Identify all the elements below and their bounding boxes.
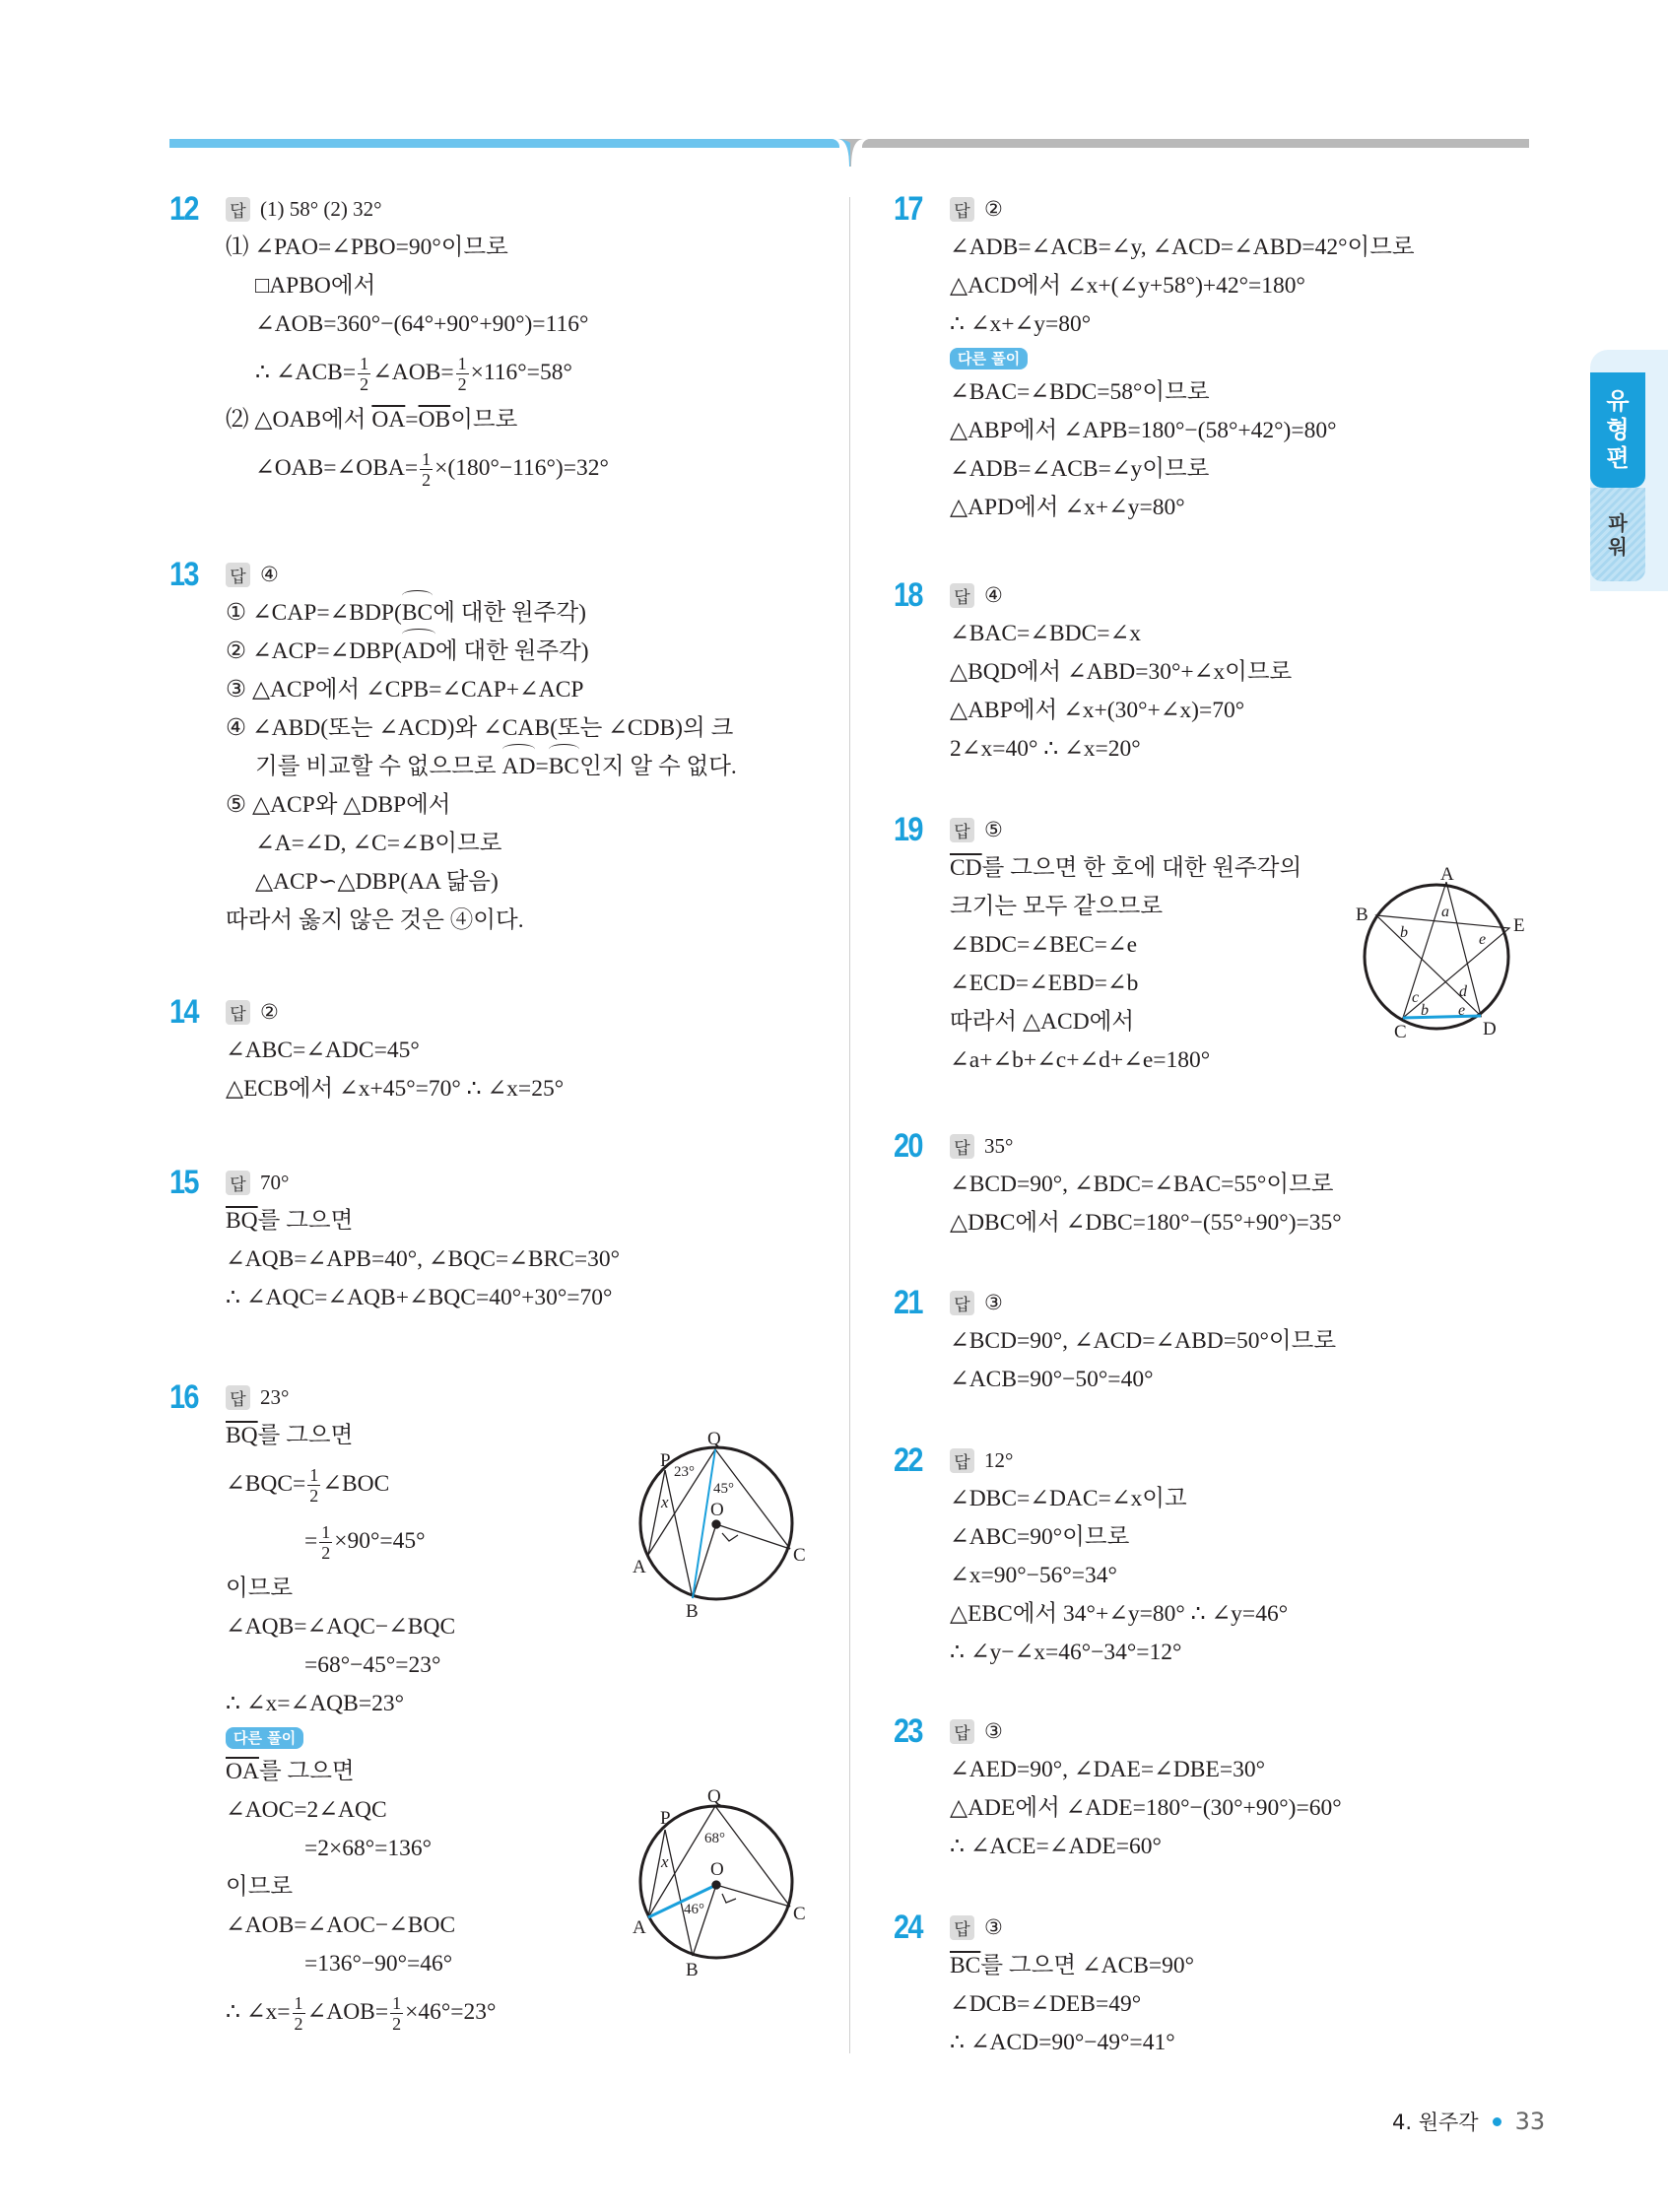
problem-header <box>894 1126 1524 1166</box>
text-segment: ∠BOC <box>322 1471 390 1497</box>
text-segment: △ABP에서 ∠x+(30°+∠x)=70° <box>950 698 1245 723</box>
segment-notation: $\overline{OB}$ <box>418 407 451 433</box>
label-c: C <box>793 1904 806 1924</box>
side-tab-inactive[interactable] <box>1590 488 1645 581</box>
angle-label: b <box>1421 1002 1429 1019</box>
answer-value: (1) 58° (2) 32° <box>260 196 382 221</box>
solution-line <box>894 1557 1524 1595</box>
answer-value: 35° <box>984 1133 1014 1158</box>
angle-label: d <box>1459 983 1467 1000</box>
header-bar-right <box>862 139 1529 148</box>
solution-line <box>894 373 1524 412</box>
text-segment: ∠OAB=∠OBA= <box>255 455 419 481</box>
text-segment: ∠AQB=∠APB=40°, ∠BQC=∠BRC=30° <box>226 1246 620 1272</box>
text-segment: ×46°=23° <box>405 1999 497 2025</box>
solution-line <box>894 267 1524 305</box>
arc-notation: AD <box>402 633 435 671</box>
solution-line <box>894 2024 1524 2062</box>
label-a: A <box>633 1917 646 1938</box>
solution-line <box>169 1685 800 1723</box>
problem-number: 21 <box>894 1283 922 1321</box>
answer-value: 23° <box>260 1384 290 1409</box>
text-segment: △BQD에서 ∠ABD=30°+∠x이므로 <box>950 659 1293 685</box>
segment-notation: $\overline{BC}$ <box>950 1953 981 1978</box>
solution-line <box>894 1595 1524 1634</box>
text-segment: □APBO에서 <box>255 273 376 299</box>
solution-line <box>894 888 1524 926</box>
text-segment: 크기는 모두 같으므로 <box>950 894 1164 919</box>
problem-header <box>894 1441 1524 1480</box>
problem-13 <box>169 555 800 940</box>
text-segment: ×90°=45° <box>334 1528 426 1554</box>
problem-20 <box>894 1126 1524 1242</box>
angle-label: e <box>1458 1002 1466 1019</box>
text-segment: ∠A=∠D, ∠C=∠B이므로 <box>255 831 502 856</box>
text-segment: ⑴ ∠PAO=∠PBO=90°이므로 <box>226 235 508 260</box>
answer-value: ③ <box>984 1914 1003 1939</box>
chapter-title: 4. 원주각 <box>1392 2111 1479 2134</box>
problem-header <box>169 1163 800 1202</box>
solution-line <box>169 902 800 940</box>
solution-line <box>894 965 1524 1003</box>
text-segment: ∴ ∠AQC=∠AQB+∠BQC=40°+30°=70° <box>226 1285 613 1310</box>
segment-notation: $\overline{OA}$ <box>371 407 406 433</box>
text-segment: 기를 비교할 수 없으므로 <box>255 754 502 779</box>
text-segment: ∴ ∠ACD=90°−49°=41° <box>950 2030 1175 2055</box>
text-segment: ∠BCD=90°, ∠BDC=∠BAC=55°이므로 <box>950 1172 1334 1197</box>
column-divider <box>849 197 850 2053</box>
solution-line <box>169 1417 800 1455</box>
text-segment: ∠BQC= <box>226 1471 306 1497</box>
label-c: C <box>1394 1022 1407 1042</box>
text-segment: △DBC에서 ∠DBC=180°−(55°+90°)=35° <box>950 1210 1342 1236</box>
text-segment: ② ∠ACP=∠DBP( <box>226 638 402 664</box>
answer-value: ④ <box>984 582 1003 607</box>
problem-19 <box>894 810 1524 1080</box>
label-e: E <box>1513 915 1525 936</box>
problem-14 <box>169 992 800 1108</box>
solution-line <box>169 863 800 902</box>
solution-line <box>169 786 800 825</box>
problem-number: 16 <box>169 1377 198 1416</box>
problem-number: 20 <box>894 1126 922 1165</box>
text-segment: 이므로 <box>450 407 518 433</box>
solution-line <box>894 489 1524 527</box>
side-tab-active-label: 유형편 <box>1606 387 1630 472</box>
answer-value: ② <box>260 999 279 1024</box>
solution-line <box>894 849 1524 888</box>
solution-line <box>894 305 1524 344</box>
text-segment: ∴ ∠x=∠AQB=23° <box>226 1691 404 1716</box>
text-segment: =136°−90°=46° <box>304 1951 453 1977</box>
text-segment: 따라서 옳지 않은 것은 ④이다. <box>226 907 524 933</box>
page-number: 33 <box>1514 2108 1546 2135</box>
solution-line <box>169 594 800 633</box>
alt-solution-row <box>169 1723 800 1753</box>
problem-header <box>894 1711 1524 1751</box>
solution-line <box>894 1166 1524 1204</box>
text-segment: ⑵ △OAB에서 <box>226 407 372 433</box>
text-segment: ∠ECD=∠EBD=∠b <box>950 971 1139 996</box>
problem-12 <box>169 189 800 497</box>
problem-16 <box>169 1377 800 2041</box>
solution-line <box>169 1202 800 1240</box>
angle-label: 23° <box>674 1464 695 1480</box>
solution-line <box>894 1003 1524 1041</box>
side-tab-active[interactable] <box>1590 372 1645 488</box>
text-segment: △EBC에서 34°+∠y=80° ∴ ∠y=46° <box>950 1601 1289 1627</box>
text-segment: = <box>304 1528 318 1554</box>
text-segment: ∠AQB=∠AQC−∠BQC <box>226 1614 456 1640</box>
fraction <box>420 449 433 490</box>
text-segment: ∠ADB=∠ACB=∠y이므로 <box>950 456 1210 482</box>
solution-line <box>169 748 800 786</box>
numerator: 1 <box>321 1522 331 1543</box>
answer-badge: 답 <box>226 197 250 222</box>
label-b: B <box>686 1960 699 1980</box>
solution-line <box>169 1753 800 1791</box>
solution-line <box>169 1570 800 1608</box>
solution-line <box>169 401 800 439</box>
problem-24 <box>894 1908 1524 2062</box>
denominator: 2 <box>360 374 369 395</box>
solution-line <box>169 1791 800 1830</box>
solution-line <box>894 229 1524 267</box>
text-segment: △ADE에서 ∠ADE=180°−(30°+90°)=60° <box>950 1795 1342 1821</box>
text-segment: ∴ ∠ACB= <box>255 360 357 385</box>
text-segment: ∴ ∠ACE=∠ADE=60° <box>950 1834 1162 1859</box>
fraction <box>390 1993 403 2034</box>
text-segment: 에 대한 원주각) <box>433 600 586 626</box>
answer-value: ③ <box>984 1290 1003 1314</box>
text-segment: 이므로 <box>226 1874 294 1900</box>
text-segment: ∠AOB=360°−(64°+90°+90°)=116° <box>255 311 589 337</box>
text-segment: ∴ ∠x+∠y=80° <box>950 311 1092 337</box>
numerator: 1 <box>392 1993 402 2014</box>
bullet-icon <box>1493 2117 1501 2126</box>
solution-line <box>169 1032 800 1070</box>
text-segment: 를 그으면 ∠ACB=90° <box>980 1953 1195 1978</box>
angle-label: x <box>661 1493 669 1511</box>
arc-notation: BC <box>402 594 433 633</box>
solution-line <box>894 1480 1524 1518</box>
solution-line <box>894 1322 1524 1361</box>
solution-line <box>169 1455 800 1512</box>
answer-value: 12° <box>984 1447 1014 1472</box>
text-segment: △ECB에서 ∠x+45°=70° ∴ ∠x=25° <box>226 1076 565 1102</box>
text-segment: ∠BDC=∠BEC=∠e <box>950 932 1138 958</box>
problem-header <box>169 189 800 229</box>
text-segment: 를 그으면 <box>258 1759 355 1784</box>
solution-line <box>169 344 800 401</box>
solution-line <box>169 671 800 709</box>
text-segment: △ABP에서 ∠APB=180°−(58°+42°)=80° <box>950 418 1337 443</box>
answer-badge: 답 <box>226 1171 250 1195</box>
solution-line <box>169 1240 800 1279</box>
numerator: 1 <box>294 1993 303 2014</box>
angle-label: 45° <box>713 1481 734 1497</box>
page-footer <box>1392 2107 1545 2136</box>
solution-line <box>894 1947 1524 1985</box>
label-o: O <box>710 1859 724 1880</box>
solution-line <box>894 1361 1524 1399</box>
text-segment: ∴ ∠y−∠x=46°−34°=12° <box>950 1640 1182 1665</box>
numerator: 1 <box>309 1465 319 1486</box>
solution-line <box>169 267 800 305</box>
label-a: A <box>633 1557 646 1577</box>
problem-number: 22 <box>894 1441 922 1479</box>
segment-notation: $\overline{OA}$ <box>226 1759 259 1784</box>
answer-badge: 답 <box>950 818 974 842</box>
solution-line <box>169 1983 800 2041</box>
solution-line <box>169 825 800 863</box>
label-o: O <box>710 1500 724 1520</box>
solution-line <box>169 1868 800 1907</box>
label-q: Q <box>707 1429 721 1449</box>
solution-line <box>169 229 800 267</box>
solution-line <box>169 709 800 748</box>
answer-badge: 답 <box>226 1385 250 1410</box>
answer-badge: 답 <box>950 1915 974 1940</box>
text-segment: ∠DCB=∠DEB=49° <box>950 1991 1142 2017</box>
solution-line <box>169 1608 800 1646</box>
text-segment: △APD에서 ∠x+∠y=80° <box>950 495 1185 520</box>
problem-21 <box>894 1283 1524 1399</box>
solution-line <box>169 1646 800 1685</box>
text-segment: ∠AOB= <box>372 360 454 385</box>
problem-15 <box>169 1163 800 1317</box>
text-segment: = <box>405 407 419 433</box>
text-segment: 인지 알 수 없다. <box>579 754 737 779</box>
numerator: 1 <box>457 354 467 374</box>
problem-header <box>169 992 800 1032</box>
solution-line <box>169 439 800 497</box>
solution-line <box>894 730 1524 769</box>
text-segment: ∠BCD=90°, ∠ACD=∠ABD=50°이므로 <box>950 1328 1337 1354</box>
denominator: 2 <box>392 2014 402 2035</box>
problem-header <box>169 555 800 594</box>
solution-line <box>894 1634 1524 1672</box>
angle-label: a <box>1441 904 1449 920</box>
solution-line <box>894 412 1524 450</box>
problem-header <box>894 1283 1524 1322</box>
label-q: Q <box>707 1786 721 1807</box>
text-segment: ∠ACB=90°−50°=40° <box>950 1367 1154 1392</box>
segment-notation: $\overline{CD}$ <box>950 855 982 881</box>
label-p: P <box>660 1808 671 1829</box>
text-segment: ∠AOC=2∠AQC <box>226 1797 387 1823</box>
solution-line <box>894 1985 1524 2024</box>
solution-line <box>894 450 1524 489</box>
text-segment: =2×68°=136° <box>304 1836 433 1861</box>
problem-17 <box>894 189 1524 527</box>
problem-number: 18 <box>894 575 922 614</box>
problem-header <box>894 1908 1524 1947</box>
text-segment: ∠BAC=∠BDC=∠x <box>950 621 1141 646</box>
answer-value: 70° <box>260 1170 290 1194</box>
angle-label: e <box>1479 931 1487 948</box>
answer-badge: 답 <box>950 197 974 222</box>
angle-label: c <box>1412 989 1420 1006</box>
text-segment: ④ ∠ABD(또는 ∠ACD)와 ∠CAB(또는 ∠CDB)의 크 <box>226 715 734 741</box>
text-segment: ×116°=58° <box>470 360 572 385</box>
label-c: C <box>793 1545 806 1566</box>
solution-line <box>894 1751 1524 1789</box>
answer-value: ④ <box>260 562 279 586</box>
problem-number: 13 <box>169 555 198 593</box>
numerator: 1 <box>360 354 369 374</box>
solution-line <box>894 1518 1524 1557</box>
fraction <box>319 1522 332 1563</box>
answer-badge: 답 <box>226 563 250 587</box>
problem-number: 15 <box>169 1163 198 1201</box>
header-notch <box>833 139 872 168</box>
segment-notation: $\overline{BQ}$ <box>226 1423 258 1448</box>
text-segment: ∠a+∠b+∠c+∠d+∠e=180° <box>950 1047 1211 1073</box>
text-segment: 2∠x=40° ∴ ∠x=20° <box>950 736 1141 762</box>
solution-line <box>894 692 1524 730</box>
answer-badge: 답 <box>950 583 974 608</box>
solution-line <box>169 1830 800 1868</box>
label-d: D <box>1483 1019 1497 1039</box>
angle-label: 46° <box>684 1902 704 1917</box>
answer-value: ③ <box>984 1718 1003 1743</box>
problem-number: 12 <box>169 189 198 228</box>
text-segment: ① ∠CAP=∠BDP( <box>226 600 402 626</box>
solution-line <box>169 633 800 671</box>
text-segment: =68°−45°=23° <box>304 1652 441 1678</box>
solution-line <box>894 1828 1524 1866</box>
fraction <box>358 354 370 394</box>
text-segment: 에 대한 원주각) <box>434 638 589 664</box>
problem-number: 17 <box>894 189 922 228</box>
text-segment: ∠AED=90°, ∠DAE=∠DBE=30° <box>950 1757 1265 1782</box>
solution-line <box>169 305 800 344</box>
angle-label: 68° <box>704 1831 725 1846</box>
denominator: 2 <box>294 2014 303 2035</box>
problem-23 <box>894 1711 1524 1866</box>
text-segment: ×(180°−116°)=32° <box>434 455 609 481</box>
solution-line <box>169 1279 800 1317</box>
label-p: P <box>660 1450 671 1471</box>
text-segment: ∠AOB=∠AOC−∠BOC <box>226 1912 456 1938</box>
problem-number: 24 <box>894 1908 922 1946</box>
label-b: B <box>686 1601 699 1622</box>
denominator: 2 <box>321 1543 331 1564</box>
solution-line <box>894 615 1524 653</box>
text-segment: = <box>535 754 549 779</box>
answer-badge: 답 <box>950 1448 974 1473</box>
solution-line <box>894 1041 1524 1080</box>
text-segment: △ACD에서 ∠x+(∠y+58°)+42°=180° <box>950 273 1305 299</box>
label-b: B <box>1356 905 1368 925</box>
angle-label: x <box>661 1852 669 1871</box>
problem-header <box>169 1377 800 1417</box>
angle-label: b <box>1400 924 1408 941</box>
solution-line <box>894 653 1524 692</box>
text-segment: ∠ADB=∠ACB=∠y, ∠ACD=∠ABD=42°이므로 <box>950 235 1415 260</box>
solution-line <box>894 1204 1524 1242</box>
text-segment: ∠BAC=∠BDC=58°이므로 <box>950 379 1210 405</box>
denominator: 2 <box>457 374 467 395</box>
label-a: A <box>1440 864 1454 885</box>
problem-header <box>894 189 1524 229</box>
problem-18 <box>894 575 1524 769</box>
problem-header <box>894 575 1524 615</box>
problem-number: 23 <box>894 1711 922 1750</box>
text-segment: ∠ABC=90°이므로 <box>950 1524 1130 1550</box>
alt-solution-badge: 다른 풀이 <box>950 348 1028 369</box>
text-segment: ∴ ∠x= <box>226 1999 291 2025</box>
text-segment: ∠DBC=∠DAC=∠x이고 <box>950 1486 1187 1511</box>
problem-number: 14 <box>169 992 198 1031</box>
text-segment: ∠ABC=∠ADC=45° <box>226 1038 420 1063</box>
text-segment: △ACP∽△DBP(AA 닮음) <box>255 869 499 895</box>
problem-number: 19 <box>894 810 922 848</box>
text-segment: ∠AOB= <box>306 1999 389 2025</box>
solution-line <box>894 926 1524 965</box>
solution-line <box>169 1907 800 1945</box>
answer-badge: 답 <box>226 1000 250 1025</box>
text-segment: 따라서 △ACD에서 <box>950 1009 1135 1035</box>
answer-value: ② <box>984 196 1003 221</box>
solution-line <box>169 1070 800 1108</box>
text-segment: 를 그으면 <box>257 1208 354 1234</box>
segment-notation: $\overline{BQ}$ <box>226 1208 258 1234</box>
arc-notation: BC <box>549 748 579 786</box>
denominator: 2 <box>422 470 432 491</box>
answer-badge: 답 <box>950 1134 974 1159</box>
text-segment: ③ △ACP에서 ∠CPB=∠CAP+∠ACP <box>226 677 584 703</box>
answer-badge: 답 <box>950 1291 974 1315</box>
alt-solution-row <box>894 344 1524 373</box>
solution-line <box>169 1945 800 1983</box>
problem-header <box>894 810 1524 849</box>
side-tab-inactive-label: 파워 <box>1608 510 1628 559</box>
numerator: 1 <box>422 449 432 470</box>
fraction <box>456 354 469 394</box>
fraction <box>293 1993 305 2034</box>
header-bar-left <box>169 139 839 148</box>
fraction <box>307 1465 320 1506</box>
denominator: 2 <box>309 1486 319 1507</box>
solution-line <box>169 1512 800 1570</box>
answer-badge: 답 <box>950 1719 974 1744</box>
answer-value: ⑤ <box>984 817 1003 841</box>
text-segment: 를 그으면 한 호에 대한 원주각의 <box>981 855 1302 881</box>
arc-notation: AD <box>502 748 536 786</box>
text-segment: 를 그으면 <box>257 1423 354 1448</box>
alt-solution-badge: 다른 풀이 <box>226 1727 303 1749</box>
solution-line <box>894 1789 1524 1828</box>
text-segment: ⑤ △ACP와 △DBP에서 <box>226 792 451 818</box>
problem-22 <box>894 1441 1524 1672</box>
text-segment: ∠x=90°−56°=34° <box>950 1563 1117 1588</box>
text-segment: 이므로 <box>226 1575 294 1601</box>
